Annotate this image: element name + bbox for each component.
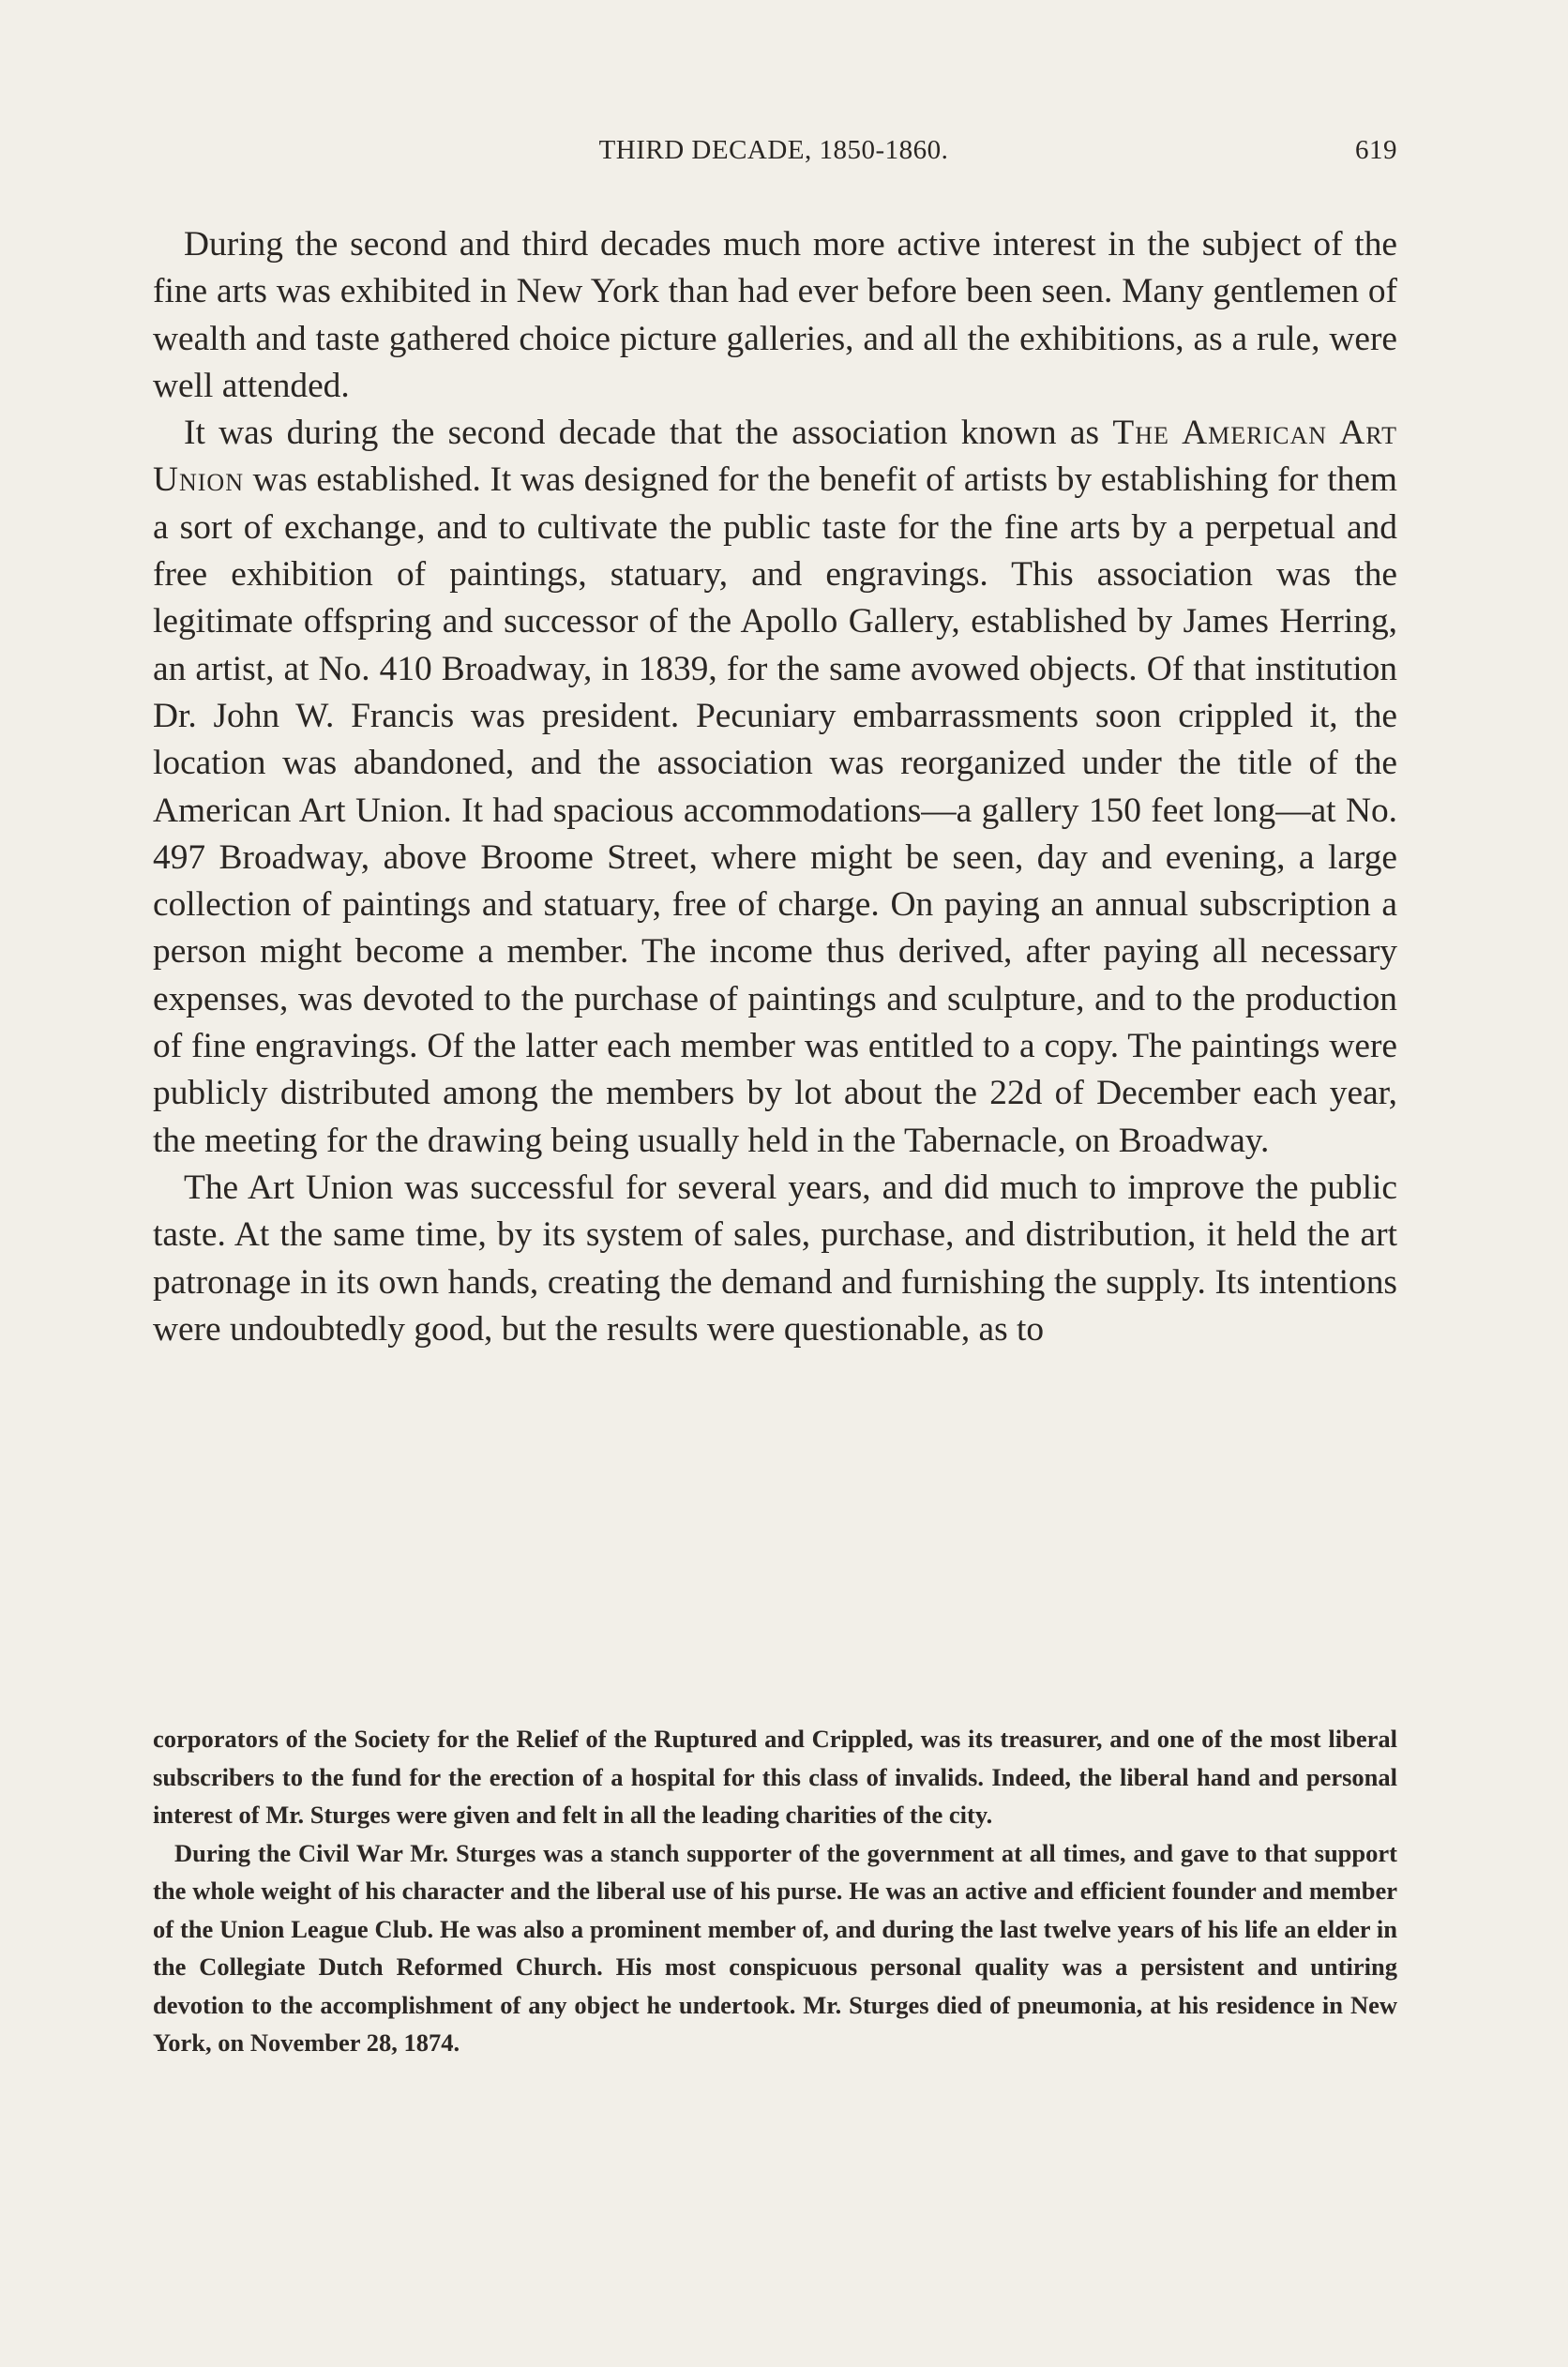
small-caps-name: The American Art Union	[153, 414, 1397, 500]
running-title: THIRD DECADE, 1850-1860.	[598, 135, 949, 165]
page-number: 619	[1355, 135, 1397, 165]
paragraph-1: During the second and third decades much more active interest in the subject of the fine arts was exhibited in New York than had ever before been seen. Many gentlemen of wealth and taste gathered choice picture galleries, and all the exhibitions, as a rule, were well attended.	[153, 225, 1397, 405]
running-head	[150, 135, 1397, 173]
paragraph-2-rest: was established. It was designed for the benefit of artists by establishing for them a sort of exchange, and to cultivate the public taste for the fine arts by a perpetual and free exhibition of paintings, statuary, and engravings. This association was the legitimate offspring and successor of the Apollo Gallery, established by James Herring, an artist, at No. 410 Broadway, in 1839, for the same avowed objects. Of that institution Dr. John W. Francis was president. Pecuniary embarrassments soon crippled it, the location was abandoned, and the association was reorganized under the title of the American Art Union. It had spacious accommodations—a gallery 150 feet long—at No. 497 Broadway, above Broome Street, where might be seen, day and evening, a large collection of paintings and statuary, free of charge. On paying an annual subscription a person might become a member. The income thus derived, after paying all necessary expenses, was devoted to the purchase of paintings and sculpture, and to the production of fine engravings. Of the latter each member was entitled to a copy. The paintings were publicly distributed among the members by lot about the 22d of December each year, the meeting for the drawing being usually held in the Tabernacle, on Broadway.	[153, 460, 1397, 1160]
footnotes	[153, 1720, 1397, 2062]
footnote-paragraph: During the Civil War Mr. Sturges was a stanch supporter of the government at all times, and gave to that support the whole weight of his character and the liberal use of his purse. He was an active and efficient founder and member of the Union League Club. He was also a prominent member of, and during the last twelve years of his life an elder in the Collegiate Dutch Reformed Church. His most conspicuous personal quality was a persistent and untiring devotion to the accomplishment of any object he undertook. Mr. Sturges died of pneumonia, at his residence in New York, on November 28, 1874.	[153, 1838, 1397, 2057]
paragraph-2-start: It was during the second decade that the association known as	[184, 414, 1113, 453]
paragraph-3: The Art Union was successful for several years, and did much to improve the public taste. At the same time, by its system of sales, purchase, and distribution, it held the art patronage in its own hands, creating the demand and furnishing the supply. Its intentions were undoubtedly good, but the results were questionable, as to	[153, 1168, 1397, 1349]
paragraph-2	[153, 410, 1397, 1165]
footnote-continuation: corporators of the Society for the Relief of the Ruptured and Crippled, was its treasurer, and one of the most liberal subscribers to the fund for the erection of a hospital for this class of invalids. Indeed, the liberal hand and personal interest of Mr. Sturges were given and felt in all the leading charities of the city.	[153, 1725, 1397, 1829]
main-text	[153, 221, 1397, 1353]
